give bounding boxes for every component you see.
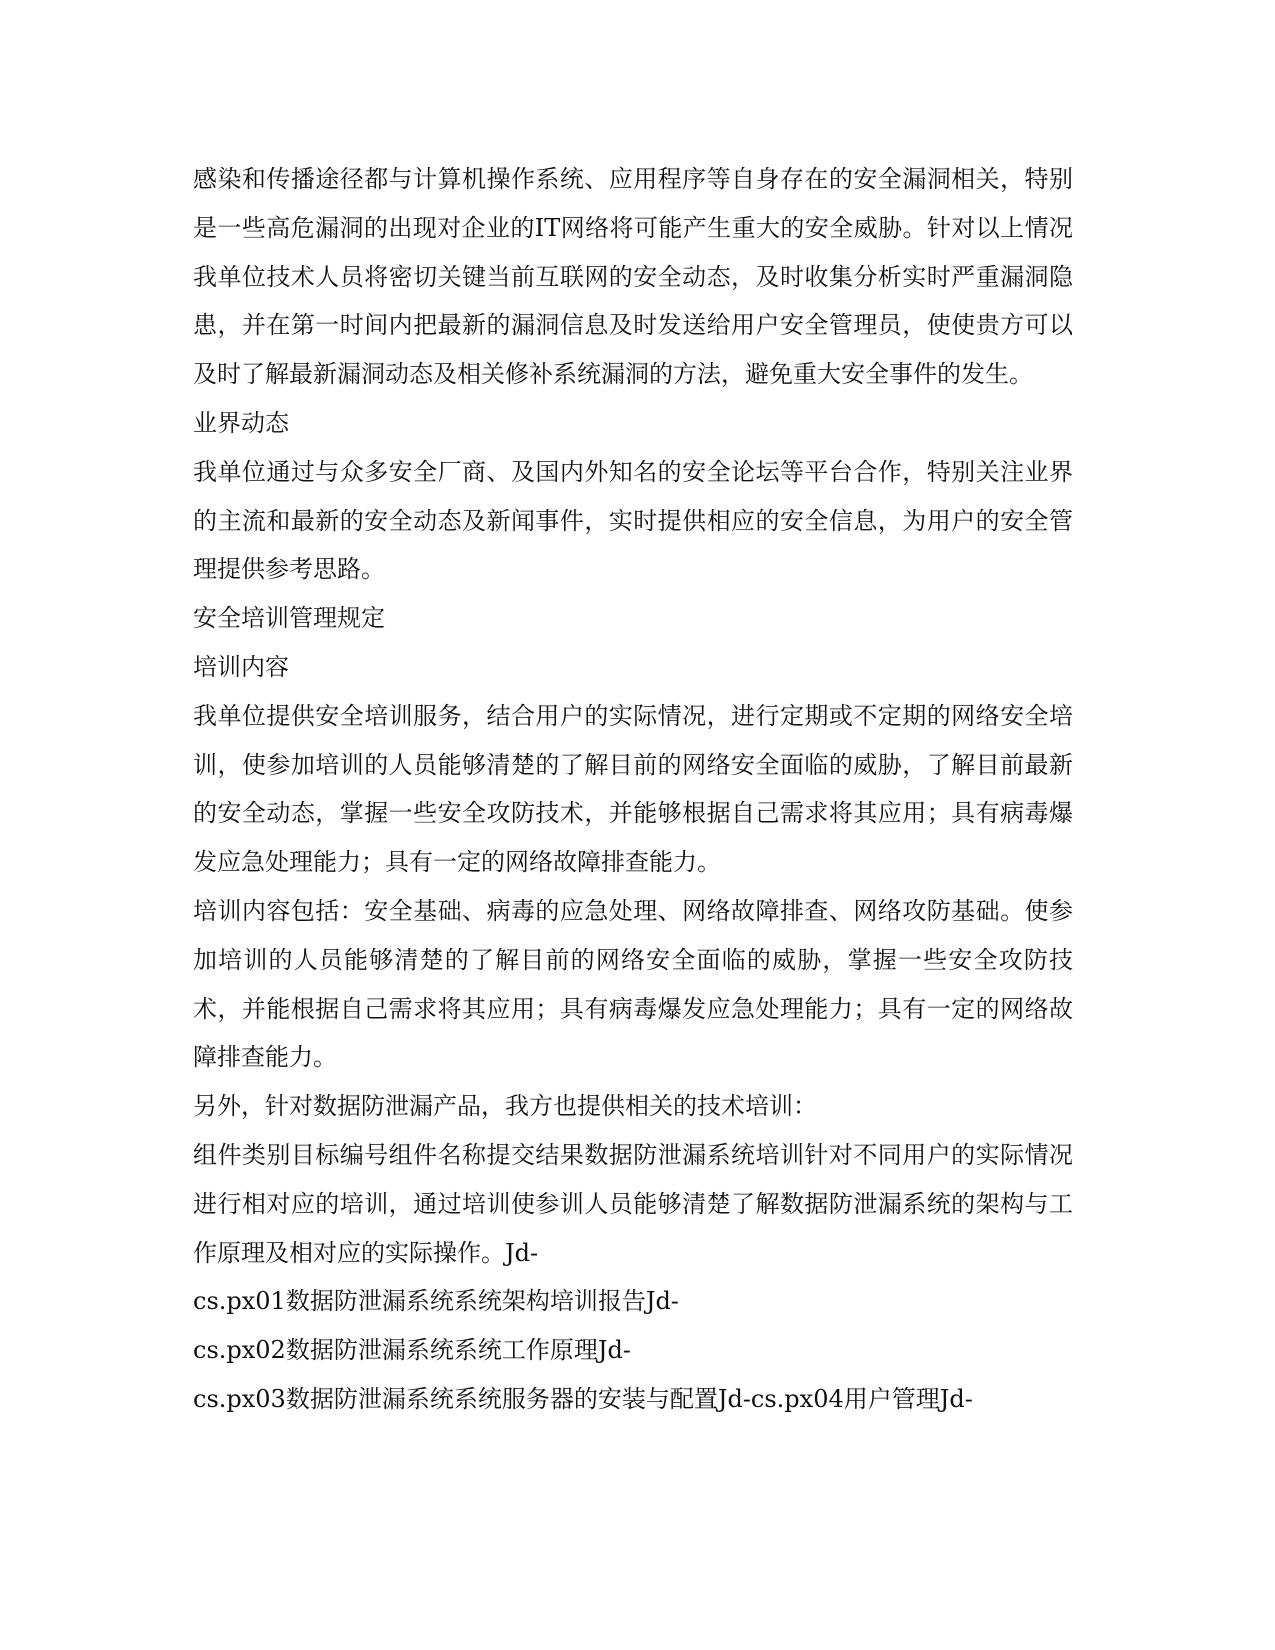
heading-training-rules: 安全培训管理规定 — [193, 604, 385, 633]
paragraph-vulnerability-notice: 感染和传播途径都与计算机操作系统、应用程序等自身存在的安全漏洞相关，特别是一些高危漏洞的出现对企业的IT网络将可能产生重大的安全威胁。针对以上情况我单位技术人员将密切关键当前互联网的安全动态，及时收集分析实时严重漏洞隐患，并在第一时间内把最新的漏洞信息及时发送给用户安全管理员，使使贵方可以及时了解最新漏洞动态及相关修补系统漏洞的方法，避免重大安全事件的发生。 — [193, 165, 1073, 389]
document-page — [193, 155, 1073, 1424]
paragraph-industry-news: 我单位通过与众多安全厂商、及国内外知名的安全论坛等平台合作，特别关注业界的主流和最新的安全动态及新闻事件，实时提供相应的安全信息，为用户的安全管理提供参考思路。 — [193, 457, 1073, 584]
line-px03-px04: cs.px03数据防泄漏系统系统服务器的安装与配置Jd-cs.px04用户管理Jd- — [193, 1384, 973, 1413]
line-px01: cs.px01数据防泄漏系统系统架构培训报告Jd- — [193, 1287, 679, 1316]
line-px02: cs.px02数据防泄漏系统系统工作原理Jd- — [193, 1336, 631, 1365]
paragraph-dlp-training-intro: 另外，针对数据防泄漏产品，我方也提供相关的技术培训： — [193, 1092, 817, 1121]
heading-training-content: 培训内容 — [193, 652, 289, 681]
paragraph-dlp-training-table: 组件类别目标编号组件名称提交结果数据防泄漏系统培训针对不同用户的实际情况进行相对应的培训，通过培训使参训人员能够清楚了解数据防泄漏系统的架构与工作原理及相对应的实际操作。Jd- — [193, 1140, 1073, 1267]
paragraph-training-scope: 培训内容包括：安全基础、病毒的应急处理、网络故障排查、网络攻防基础。使参加培训的人员能够清楚的了解目前的网络安全面临的威胁，掌握一些安全攻防技术，并能根据自己需求将其应用；具有病毒爆发应急处理能力；具有一定的网络故障排查能力。 — [193, 896, 1073, 1072]
heading-industry-news: 业界动态 — [193, 408, 289, 437]
paragraph-training-service: 我单位提供安全培训服务，结合用户的实际情况，进行定期或不定期的网络安全培训，使参加培训的人员能够清楚的了解目前的网络安全面临的威胁，了解目前最新的安全动态，掌握一些安全攻防技术，并能够根据自己需求将其应用；具有病毒爆发应急处理能力；具有一定的网络故障排查能力。 — [193, 701, 1073, 877]
